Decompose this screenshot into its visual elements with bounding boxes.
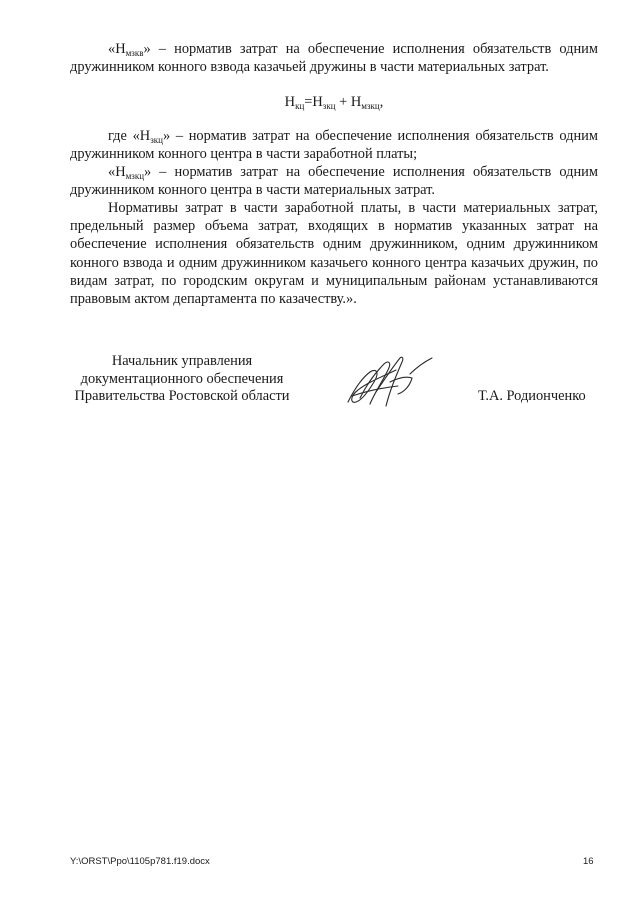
paragraph-mzkv: «$Н_{мзкв}$» – норматив затрат на обеспечение исполнения обязательств одним дружинником конного взвода казачьей дружины в части материальных затрат. xyxy=(70,41,598,76)
subscript-mzkv: мзкв xyxy=(125,48,144,58)
paragraph-normatives: Нормативы затрат в части заработной платы, в части материальных затрат, предельный размер объема затрат, входящих в норматив указанных затрат на обеспечение исполнения обязательств одним дружинником, одним дружинником конного взвода и одним дружинником казачьего конного центра казачьих дружин, по видам затрат, по городским округам и муниципальным районам устанавливаются правовым актом департамента по казачеству.». xyxy=(70,200,598,308)
subscript-zkc: зкц xyxy=(150,135,163,145)
formula: $Н_{кц}=Н_{зкц} + Н_{мзкц}$, xyxy=(284,94,384,111)
position-line-3: Правительства Ростовской области xyxy=(74,388,290,404)
subscript-mzkc: мзкц xyxy=(125,171,145,181)
paragraph-zkc: где «$Н_{зкц}$» – норматив затрат на обеспечение исполнения обязательств одним дружинником конного центра в части заработной платы; xyxy=(70,128,598,163)
handwritten-signature xyxy=(340,352,444,412)
footer-page-number: 16 xyxy=(583,856,594,867)
paragraph-mzkc: «$Н_{мзкц}$» – норматив затрат на обеспечение исполнения обязательств одним дружинником конного центра в части материальных затрат. xyxy=(70,164,598,199)
position-line-1: Начальник управления xyxy=(111,353,253,369)
signatory-name: Т.А. Родионченко xyxy=(478,388,586,404)
footer-file-path: Y:\ORST\Ppo\1105p781.f19.docx xyxy=(70,856,210,867)
signatory-position xyxy=(62,353,302,406)
position-line-2: документационного обеспечения xyxy=(80,370,284,387)
